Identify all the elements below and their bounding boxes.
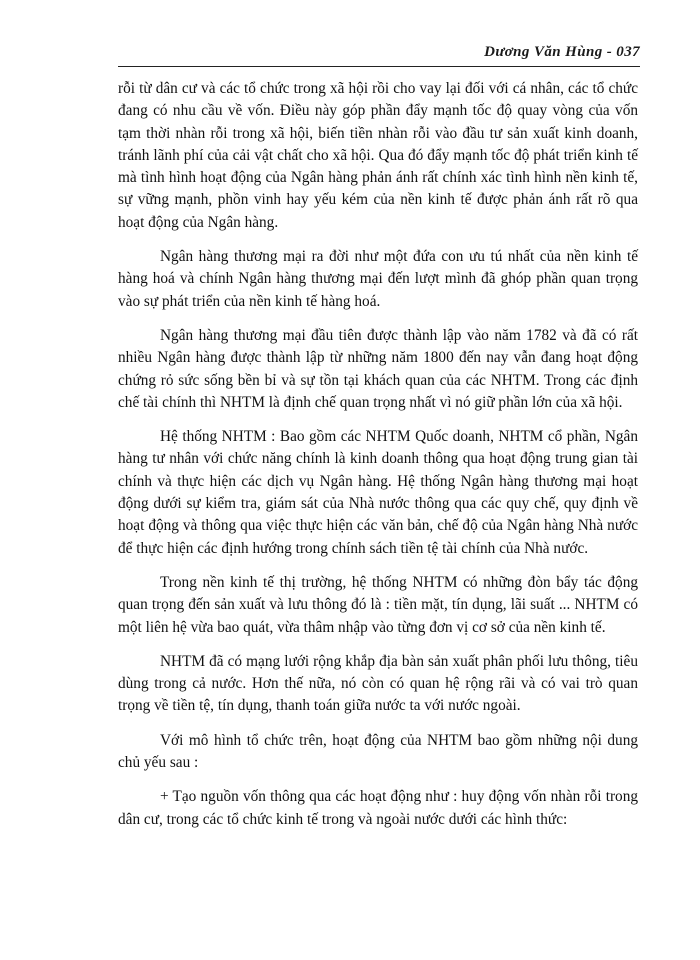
paragraph: Ngân hàng thương mại ra đời như một đứa con ưu tú nhất của nền kinh tế hàng hoá và chính Ngân hàng thương mại đến lượt mình đã ghóp phần quan trọng vào sự phát triển của nền kinh tế hàng hoá. (118, 248, 638, 310)
page-header (118, 44, 640, 67)
paragraph: + Tạo nguồn vốn thông qua các hoạt động như : huy động vốn nhàn rỗi trong dân cư, trong các tổ chức kinh tế trong và ngoài nước dưới các hình thức: (118, 788, 638, 828)
document-body (118, 78, 638, 843)
paragraph: Hệ thống NHTM : Bao gồm các NHTM Quốc doanh, NHTM cổ phần, Ngân hàng tư nhân với chức năng chính là kinh doanh thông qua hoạt động trung gian tài chính và thực hiện các dịch vụ Ngân hàng. Hệ thống Ngân hàng thương mại hoạt động dưới sự kiểm tra, giám sát của Nhà nước thông qua các quy chế, quy định về hoạt động và thông qua việc thực hiện các văn bản, chế độ của Ngân hàng Nhà nước để thực hiện các định hướng trong chính sách tiền tệ tài chính của Nhà nước. (118, 428, 638, 557)
paragraph: NHTM đã có mạng lưới rộng khắp địa bàn sản xuất phân phối lưu thông, tiêu dùng trong cả nước. Hơn thế nữa, nó còn có quan hệ rộng rãi và có vai trò quan trọng về tiền tệ, tín dụng, thanh toán giữa nước ta với nước ngoài. (118, 652, 638, 715)
paragraph: rỗi từ dân cư và các tổ chức trong xã hội rồi cho vay lại đối với cá nhân, các tổ chức đang có nhu cầu về vốn. Điều này góp phần đẩy mạnh tốc độ quay vòng của vốn tạm thời nhàn rỗi trong xã hội, biến tiền nhàn rỗi vào đầu tư sản xuất kinh doanh, tránh lãnh phí của cải vật chất cho xã hội. Qua đó đẩy mạnh tốc độ phát triển kinh tế mà tình hình hoạt động của Ngân hàng phản ánh rất chính xác tình hình nền kinh tế, sự vững mạnh, phồn vinh hay yếu kém của nền kinh tế được phản ánh rất rõ qua hoạt động của Ngân hàng. (118, 80, 638, 231)
paragraph: Với mô hình tổ chức trên, hoạt động của NHTM bao gồm những nội dung chủ yếu sau : (118, 731, 638, 772)
paragraph: Trong nền kinh tế thị trường, hệ thống NHTM có những đòn bẩy tác động quan trọng đến sản xuất và lưu thông đó là : tiền mặt, tín dụng, lãi suất ... NHTM có một liên hệ vừa bao quát, vừa thâm nhập vào từng đơn vị cơ sở của nền kinh tế. (118, 573, 638, 636)
paragraph: Ngân hàng thương mại đầu tiên được thành lập vào năm 1782 và đã có rất nhiều Ngân hàng được thành lập từ những năm 1800 đến nay vẫn đang hoạt động chứng rỏ sức sống bền bỉ và sự tồn tại khách quan của các NHTM. Trong các định chế tài chính thì NHTM là định chế quan trọng nhất vì nó giữ phần lớn của xã hội. (118, 326, 638, 411)
header-author: Dương Văn Hùng - 037 (484, 44, 640, 60)
